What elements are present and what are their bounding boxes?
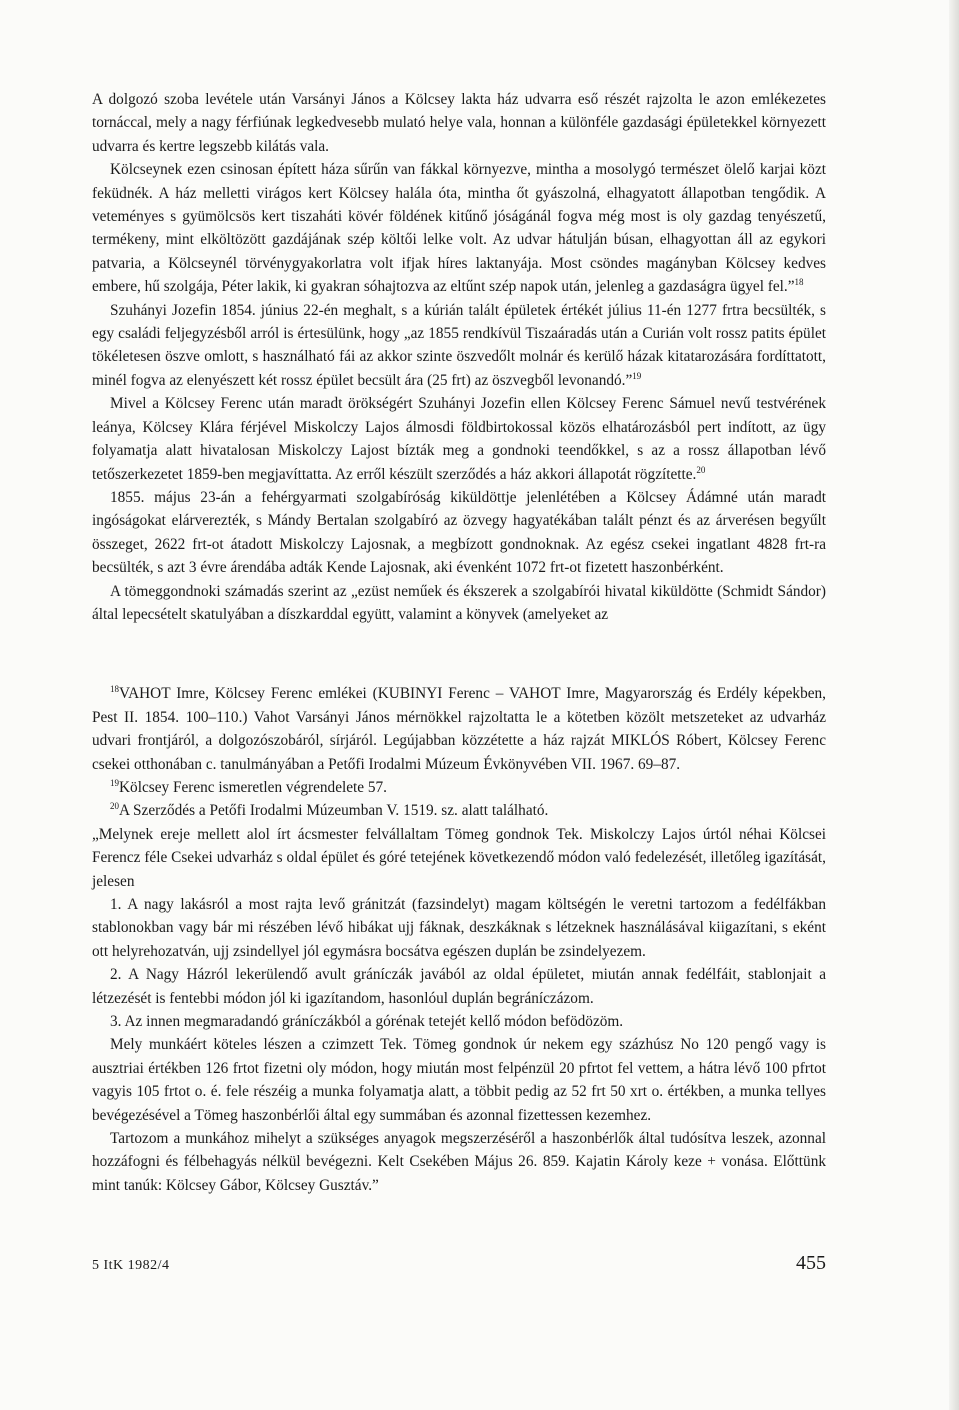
quote-paragraph: Mely munkáért köteles lészen a czimzett Tek. Tömeg gondnok úr nekem egy százhúsz No 120 pengő vagy is ausztriai értékben 126 frtot fizetni oly módon, hogy miután most felpénzül 20 pfrtot fel vettem, a hátra lévő 100 pfrtot vagyis 105 frtot o. é. fele részéig a munka folyamatja alatt, a többit pedig az 52 frt 50 xrt o. értékben, a munka tellyes bevégezésével a Tömeg haszonbérlői által egy summában és azonnal fizettessen kezemhez.: [92, 1036, 826, 1124]
main-text: [92, 88, 826, 626]
paragraph: [92, 158, 826, 298]
paragraph: [92, 392, 826, 486]
footnote-text: A Szerződés a Petőfi Irodalmi Múzeumban V. 1519. sz. alatt található.: [119, 802, 549, 820]
footnote-ref: 19: [632, 370, 642, 381]
footnote: [92, 776, 826, 799]
footnote-number: 19: [110, 777, 119, 788]
quote-paragraph: „Melynek ereje mellett alol írt ácsmester felvállaltam Tömeg gondnok Tek. Miskolczy Lajos úrtól néhai Kölcsei Ferencz féle Csekei udvarház s oldal épület és góré tetejének következendő módon való fedelezését, illetőleg igazítását, jelesen: [92, 825, 826, 890]
footnote-separator: [92, 626, 826, 682]
footnote-number: 20: [110, 801, 119, 812]
page-content: [92, 88, 826, 1197]
quote-paragraph: 3. Az innen megmaradandó gráníczákból a górénak tetejét kellő módon befödözöm.: [110, 1013, 624, 1031]
page-edge-shadow: [949, 0, 959, 1410]
page-number: 455: [796, 1252, 826, 1274]
paragraph-text: Mivel a Kölcsey Ferenc után maradt örökségért Szuhányi Jozefin ellen Kölcsey Ferenc Sámuel nevű testvérének leánya, Kölcsey Klára férjével Miskolczy Lajos álmosdi földbirtokossal közös elhatározásból pert indított, az ügy folyamatja alatt hivatalosan Miskolczy Lajost bízták meg a gondnoki teendőkkel, s az a rossz állapotban lévő tetőszerkezetet 1859-ben megjavíttatta. Az erről készült szerződés a ház akkori állapotát rögzítette.: [92, 395, 826, 483]
footnote-text: VAHOT Imre, Kölcsey Ferenc emlékei (KUBINYI Ferenc – VAHOT Imre, Magyarország és Erdély képekben, Pest II. 1854. 100–110.) Vahot Varsányi János mérnökkel rajzoltatta le a kötetben közölt metszeteket az udvarház udvari frontjáról, a dolgozószobáról, sírjáról. Legújabban közzétette a ház rajzát MIKLÓS Róbert, Kölcsey Ferenc csekei otthonában c. tanulmányában a Petőfi Irodalmi Múzeum Évkönyvében VII. 1967. 69–87.: [92, 685, 826, 773]
footnote: [92, 799, 826, 822]
paragraph: A dolgozó szoba levétele után Varsányi János a Kölcsey lakta ház udvarra eső részét rajzolta le azon emlékezetes tornáccal, mely a nagy férfiúnak legkedvesebb mulató helye vala, honnan a különféle gazdasági épületekkel környezett udvarra és kertre legszebb kilátás vala.: [92, 91, 826, 155]
footnotes: [92, 682, 826, 1197]
quote-paragraph: Tartozom a munkához mihelyt a szükséges anyagok megszerzéséről a haszonbérlők által tudósítva leszek, azonnal hozzáfogni és félbehagyás nélkül bevégezni. Kelt Csekében Május 26. 859. Kajatin Károly keze + vonása. Előttünk mint tanúk: Kölcsey Gábor, Kölcsey Gusztáv.”: [92, 1130, 826, 1194]
footnote: [92, 682, 826, 776]
paragraph-text: Szuhányi Jozefin 1854. június 22-én meghalt, s a kúrián talált épületek értékét július 11-én 1277 frtra becsülték, s egy családi feljegyzésből arról is értesülünk, hogy „az 1855 rendkívül Tiszaáradás után a Curián volt rossz patits épület tökéletesen öszve omlott, s használható fái az akkor szinte öszvedőlt molnár és kerülő házak kitatarozására fordíttatott, minél fogva az elenyészett két rossz épület becsült ára (25 frt) az öszvegből levonandó.”: [92, 301, 826, 389]
quote-paragraph: 1. A nagy lakásról a most rajta levő gránitzát (fazsindelyt) magam költségén le veretni tartozom a fedélfákban stablonokban vagy bár mi részében lévő hibákat ujj fáknak, deszkáknak s létzeknek használásával kiigazítani, s eként ott helyrehozatván, ujj zsindellyel jól egymásra bocsátva egészen duplán be zsindelyezem.: [92, 896, 826, 960]
page-footer: [92, 1252, 826, 1282]
footnote-ref: 20: [696, 464, 706, 475]
paragraph: 1855. május 23-án a fehérgyarmati szolgabíróság kiküldöttje jelenlétében a Kölcsey Ádámné után maradt ingóságokat elárverezték, s Mándy Bertalan szolgabíró az özvegy hagyatékában talált pénzt és az árverésen begyűlt összeget, 2622 frt-ot átadott Miskolczy Lajosnak, a megbízott gondnoknak. Az egész csekei ingatlant 4828 frt-ra becsülték, s azt 3 évre árendába adták Kende Lajosnak, aki évenként 1072 frt-ot fizetett haszonbérként.: [92, 488, 826, 577]
signature-mark: 5 ItK 1982/4: [92, 1258, 170, 1273]
paragraph: A tömeggondnoki számadás szerint az „ezüst neműek és ékszerek a szolgabírói hivatal kiküldötte (Schmidt Sándor) által lepecsételt skatulyában a díszkarddal együtt, valamint a könyvek (amelyeket az: [92, 582, 826, 623]
footnote-number: 18: [110, 684, 119, 695]
paragraph: [92, 299, 826, 393]
paragraph-text: Kölcseynek ezen csinosan épített háza sűrűn van fákkal környezve, mintha a mosolygó természet ölelő karjai közt feküdnék. A ház melletti virágos kert Kölcsey halála óta, mintha őt gyászolná, elhagyatott állapotban tengődik. A veteményes s gyümölcsös kert tiszaháti kövér földének kitűnő jóságánál fogva még most is oly gazdag tenyészetű, termékeny, mint elköltözött gazdájának szép költői lelke volt. Az udvar hátulján búsan, elhagyottan áll az egykori patvaria, a Kölcseynél törvénygyakorlatra volt ifjak híres laktanyája. Most csöndes magányban Kölcsey kedves embere, hű szolgája, Péter lakik, ki gyakran sóhajtozva az eltűnt szép napok után, jelenleg a gazdaságra ügyel fel.”: [92, 161, 826, 296]
footnote-ref: 18: [794, 277, 804, 288]
quote-paragraph: 2. A Nagy Házról lekerülendő avult gráníczák javából az oldal épületet, miután annak fedélfáit, stablonjait a létzezését is fentebbi módon jól ki igazítandom, hasonlóul duplán begráníczázom.: [92, 966, 826, 1007]
footnote-text: Kölcsey Ferenc ismeretlen végrendelete 57.: [119, 778, 388, 796]
